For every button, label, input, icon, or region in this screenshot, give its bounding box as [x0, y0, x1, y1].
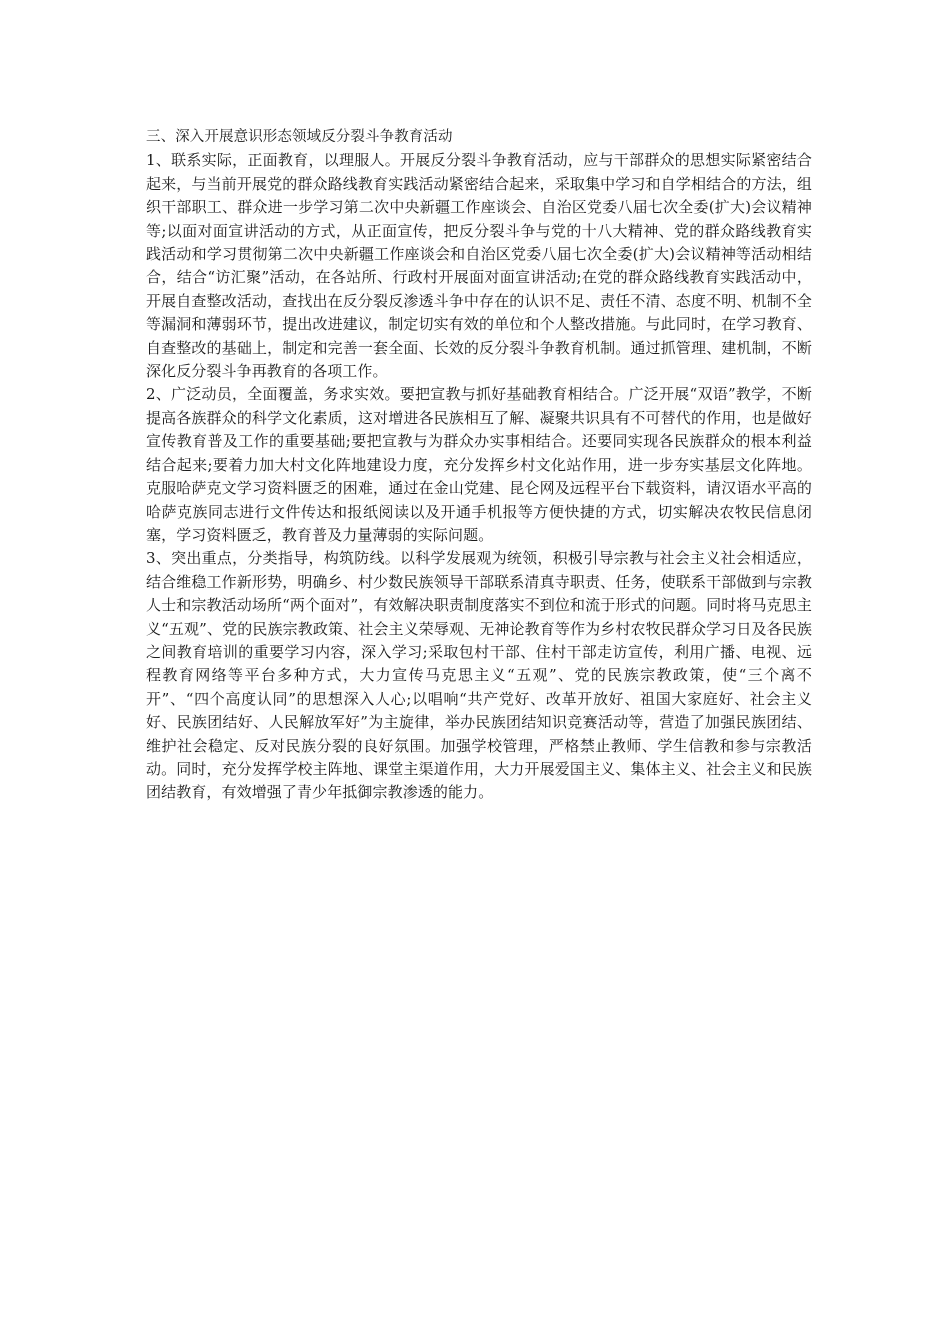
paragraph-1: 1、联系实际，正面教育，以理服人。开展反分裂斗争教育活动，应与干部群众的思想实际紧密结合起来，与当前开展党的群众路线教育实践活动紧密结合起来，采取集中学习和自学相结合的方法，组织干部职工、群众进一步学习第二次中央新疆工作座谈会、自治区党委八届七次全委(扩大)会议精神等;以面对面宣讲活动的方式，从正面宣传，把反分裂斗争与党的十八大精神、党的群众路线教育实践活动和学习贯彻第二次中央新疆工作座谈会和自治区党委八届七次全委(扩大)会议精神等活动相结合，结合“访汇聚”活动，在各站所、行政村开展面对面宣讲活动;在党的群众路线教育实践活动中，开展自查整改活动，查找出在反分裂反渗透斗争中存在的认识不足、责任不清、态度不明、机制不全等漏洞和薄弱环节，提出改进建议，制定切实有效的单位和个人整改措施。与此同时，在学习教育、自查整改的基础上，制定和完善一套全面、长效的反分裂斗争教育机制。通过抓管理、建机制，不断深化反分裂斗争再教育的各项工作。	[146, 151, 812, 381]
paragraph-2: 2、广泛动员，全面覆盖，务求实效。要把宣教与抓好基础教育相结合。广泛开展“双语”教学，不断提高各族群众的科学文化素质，这对增进各民族相互了解、凝聚共识具有不可替代的作用，也是做好宣传教育普及工作的重要基础;要把宣教与为群众办实事相结合。还要同实现各民族群众的根本利益结合起来;要着力加大村文化阵地建设力度，充分发挥乡村文化站作用，进一步夯实基层文化阵地。克服哈萨克文学习资料匮乏的困难，通过在金山党建、昆仑网及远程平台下载资料，请汉语水平高的哈萨克族同志进行文件传达和报纸阅读以及开通手机报等方便快捷的方式，切实解决农牧民信息闭塞，学习资料匮乏，教育普及力量薄弱的实际问题。	[146, 385, 812, 544]
document-body	[146, 126, 812, 805]
section-heading: 三、深入开展意识形态领域反分裂斗争教育活动	[146, 129, 453, 145]
paragraph-3: 3、突出重点，分类指导，构筑防线。以科学发展观为统领，积极引导宗教与社会主义社会相适应，结合维稳工作新形势，明确乡、村少数民族领导干部联系清真寺职责、任务，使联系干部做到与宗教人士和宗教活动场所“两个面对”，有效解决职责制度落实不到位和流于形式的问题。同时将马克思主义“五观”、党的民族宗教政策、社会主义荣辱观、无神论教育等作为乡村农牧民群众学习日及各民族之间教育培训的重要学习内容，深入学习;采取包村干部、住村干部走访宣传，利用广播、电视、远程教育网络等平台多种方式，大力宣传马克思主义“五观”、党的民族宗教政策，使“三个离不开”、“四个高度认同”的思想深入人心;以唱响“共产党好、改革开放好、祖国大家庭好、社会主义好、民族团结好、人民解放军好”为主旋律，举办民族团结知识竞赛活动等，营造了加强民族团结、维护社会稳定、反对民族分裂的良好氛围。加强学校管理，严格禁止教师、学生信教和参与宗教活动。同时，充分发挥学校主阵地、课堂主渠道作用，大力开展爱国主义、集体主义、社会主义和民族团结教育，有效增强了青少年抵御宗教渗透的能力。	[146, 549, 812, 802]
